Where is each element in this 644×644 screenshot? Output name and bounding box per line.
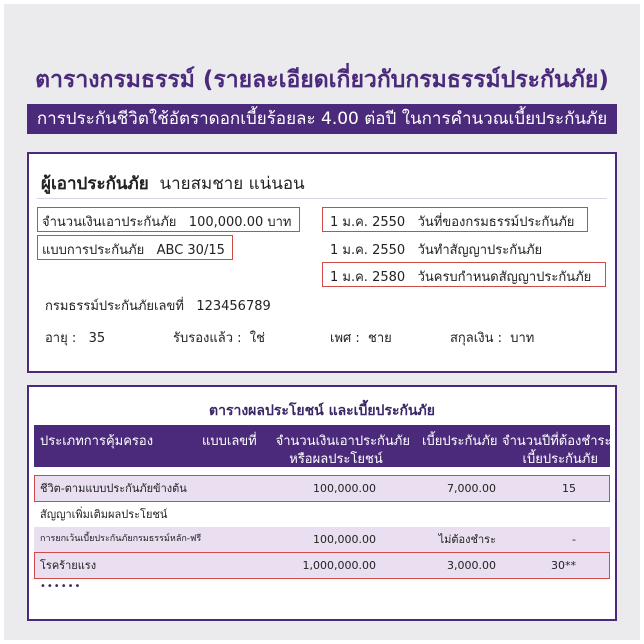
sum-assured bbox=[42, 211, 291, 232]
date-value: 1 ม.ค. 2580 bbox=[330, 270, 406, 285]
date-value: 1 ม.ค. 2550 bbox=[330, 243, 406, 258]
accepted-value: ใช่ bbox=[249, 331, 265, 346]
sex-value: ชาย bbox=[368, 331, 392, 346]
row-premium: ไม่ต้องชำระ bbox=[438, 533, 496, 546]
header-sum-line1: จำนวนเงินเอาประกันภัย bbox=[275, 434, 410, 449]
row-coverage: การยกเว้นเบี้ยประกันภัยกรมธรรม์หลัก-ฟรี bbox=[40, 534, 202, 544]
more-rows-indicator: •••••• bbox=[40, 581, 82, 592]
row-coverage: สัญญาเพิ่มเติมผลประโยชน์ bbox=[40, 508, 168, 521]
row-years: - bbox=[572, 533, 576, 546]
row-premium: 7,000.00 bbox=[447, 482, 496, 495]
row-sum: 100,000.00 bbox=[313, 482, 376, 495]
date-label: วันที่ของกรมธรรม์ประกันภัย bbox=[417, 215, 575, 230]
sum-label: จำนวนเงินเอาประกันภัย bbox=[42, 215, 177, 230]
accepted bbox=[173, 327, 265, 348]
maturity-date bbox=[330, 266, 591, 287]
policy-number bbox=[45, 295, 271, 316]
row-premium: 3,000.00 bbox=[447, 559, 496, 572]
date-label: วันครบกำหนดสัญญาประกันภัย bbox=[417, 270, 592, 285]
currency bbox=[450, 327, 534, 348]
interest-banner: การประกันชีวิตใช้อัตราดอกเบี้ยร้อยละ 4.00 ต่อปี ในการคำนวณเบี้ยประกันภัย bbox=[27, 104, 617, 134]
currency-value: บาท bbox=[510, 331, 535, 346]
policy-date bbox=[330, 211, 574, 232]
row-years: 15 bbox=[562, 482, 576, 495]
plan-label: แบบการประกันภัย bbox=[42, 243, 145, 258]
divider bbox=[37, 198, 607, 199]
insured-label: ผู้เอาประกันภัย bbox=[41, 174, 149, 194]
plan-value: ABC 30/15 bbox=[156, 243, 225, 258]
accepted-label: รับรองแล้ว : bbox=[173, 331, 242, 346]
age bbox=[45, 327, 105, 348]
row-years: 30** bbox=[551, 559, 576, 572]
plan bbox=[42, 239, 225, 260]
policy-number-label: กรมธรรม์ประกันภัยเลขที่ bbox=[45, 299, 184, 314]
row-highlight bbox=[34, 475, 610, 502]
row-sum: 100,000.00 bbox=[313, 533, 376, 546]
table-row bbox=[34, 527, 610, 552]
policy-number-value: 123456789 bbox=[196, 299, 271, 314]
table-header bbox=[34, 425, 610, 467]
benefits-table-title: ตารางผลประโยชน์ และเบี้ยประกันภัย bbox=[209, 403, 435, 419]
row-coverage: โรคร้ายแรง bbox=[40, 559, 97, 572]
currency-label: สกุลเงิน : bbox=[450, 331, 502, 346]
header-premium: เบี้ยประกันภัย bbox=[422, 434, 498, 449]
row-highlight bbox=[34, 552, 610, 579]
age-label: อายุ : bbox=[45, 331, 77, 346]
page-title: ตารางกรมธรรม์ (รายละเอียดเกี่ยวกับกรมธรรม์ประกันภัย) bbox=[35, 67, 609, 93]
sum-value: 100,000.00 บาท bbox=[188, 215, 292, 230]
date-value: 1 ม.ค. 2550 bbox=[330, 215, 406, 230]
table-row bbox=[34, 502, 610, 527]
date-label: วันทำสัญญาประกันภัย bbox=[417, 243, 543, 258]
row-coverage: ชีวิต-ตามแบบประกันภัยข้างต้น bbox=[40, 482, 187, 495]
policy-details-panel bbox=[27, 152, 617, 373]
age-value: 35 bbox=[88, 331, 106, 346]
header-years-line2: เบี้ยประกันภัย bbox=[522, 452, 598, 467]
header-sum-line2: หรือผลประโยชน์ bbox=[289, 452, 383, 467]
header-years-line1: จำนวนปีที่ต้องชำระ bbox=[502, 434, 612, 449]
header-coverage: ประเภทการคุ้มครอง bbox=[40, 434, 154, 449]
row-sum: 1,000,000.00 bbox=[302, 559, 376, 572]
sex-label: เพศ : bbox=[330, 331, 360, 346]
contract-date bbox=[330, 239, 542, 260]
insured-name: นายสมชาย แน่นอน bbox=[159, 174, 305, 194]
benefits-panel bbox=[27, 385, 617, 621]
header-form: แบบเลขที่ bbox=[202, 434, 257, 449]
sex bbox=[330, 327, 392, 348]
insured-line bbox=[41, 170, 305, 197]
